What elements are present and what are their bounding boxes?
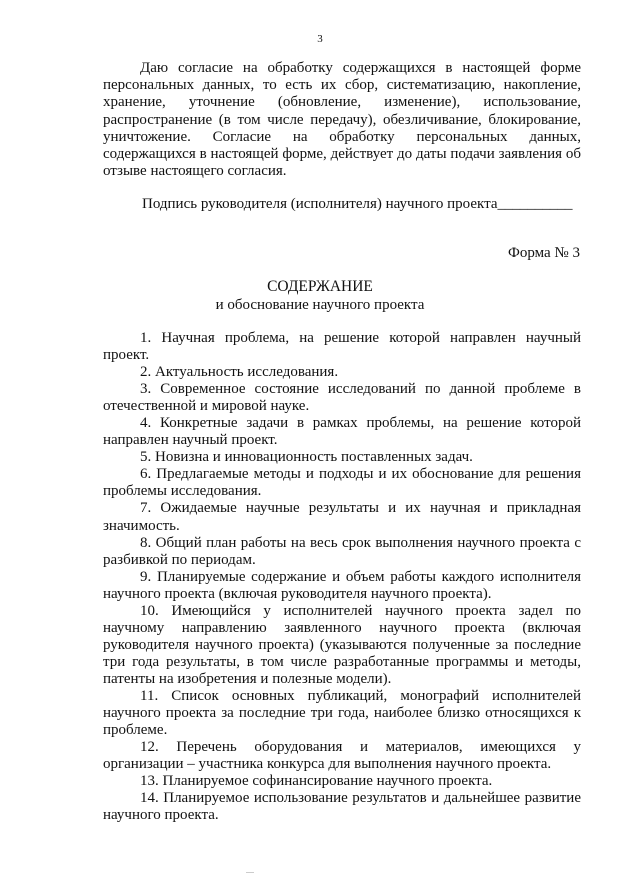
list-item: 1. Научная проблема, на решение которой направлен научный проект. bbox=[103, 330, 581, 364]
document-title: СОДЕРЖАНИЕ bbox=[267, 278, 373, 295]
list-item: 5. Новизна и инновационность поставленных задач. bbox=[140, 449, 473, 466]
signature-line: Подпись руководителя (исполнителя) научного проекта__________ bbox=[142, 196, 573, 212]
document-subtitle: и обоснование научного проекта bbox=[215, 297, 425, 313]
list-item: 3. Современное состояние исследований по данной проблеме в отечественной и мировой науке. bbox=[103, 381, 581, 415]
list-item: 7. Ожидаемые научные результаты и их научная и прикладная значимость. bbox=[103, 500, 581, 534]
list-item: 4. Конкретные задачи в рамках проблемы, на решение которой направлен научный проект. bbox=[103, 415, 581, 449]
list-item: 13. Планируемое софинансирование научного проекта. bbox=[140, 773, 493, 790]
content-list bbox=[103, 330, 581, 824]
list-item: 10. Имеющийся у исполнителей научного проекта задел по научному направлению заявленного научного проекта (включая руководителя научного проекта) (указываются полученные за последние три года результаты, в том числе разработанные программы и методы, патенты на изобретения и полезные модели). bbox=[103, 602, 581, 687]
list-item: 11. Список основных публикаций, монографий исполнителей научного проекта за последние три года, наиболее близко относящихся к проблеме. bbox=[103, 687, 581, 739]
form-number: Форма № 3 bbox=[508, 245, 580, 261]
list-item: 8. Общий план работы на весь срок выполнения научного проекта с разбивкой по периодам. bbox=[103, 534, 581, 568]
list-item: 14. Планируемое использование результатов и дальнейшее развитие научного проекта. bbox=[103, 790, 581, 824]
list-item: 6. Предлагаемые методы и подходы и их обоснование для решения проблемы исследования. bbox=[103, 466, 581, 500]
page-number: 3 bbox=[317, 33, 323, 45]
consent-paragraph: Даю согласие на обработку содержащихся в настоящей форме персональных данных, то есть их сбор, систематизацию, накопление, хранение, уточнение (обновление, изменение), использование, распространение (в том числе передачу), обезличивание, блокирование, уничтожение. Согласие на обработку персональных данных, содержащихся в настоящей форме, действует до даты подачи заявления об отзыве настоящего согласия. bbox=[103, 60, 581, 180]
list-item: 2. Актуальность исследования. bbox=[140, 364, 339, 381]
list-item: 12. Перечень оборудования и материалов, имеющихся у организации – участника конкурса для выполнения научного проекта. bbox=[103, 739, 581, 773]
list-item: 9. Планируемые содержание и объем работы каждого исполнителя научного проекта (включая руководителя научного проекта). bbox=[103, 568, 581, 602]
scan-speck bbox=[246, 872, 254, 873]
